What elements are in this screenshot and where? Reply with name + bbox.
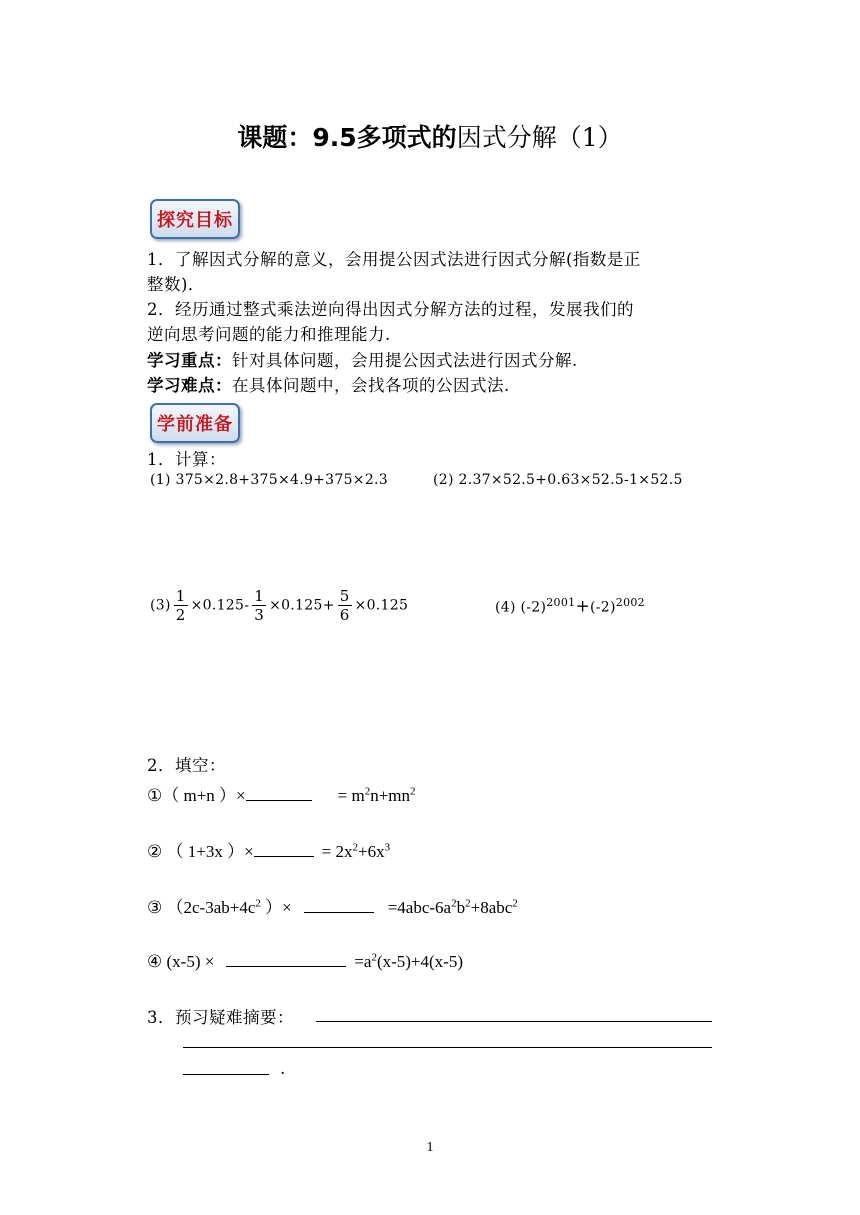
- calc-question-2: (2) 2.37×52.5+0.63×52.5-1×52.5: [433, 472, 683, 488]
- fill-heading: 2．填空：: [147, 756, 226, 775]
- calc-question-1: (1) 375×2.8+375×4.9+375×2.3: [150, 472, 388, 488]
- summary-heading: 3．预习疑难摘要：: [147, 1008, 294, 1027]
- summary-line-3[interactable]: [183, 1074, 269, 1075]
- goal-1-line-1: 1．了解因式分解的意义，会用提公因式法进行因式分解(指数是正: [147, 250, 641, 269]
- fraction-1-2: $\frac{1}{2}$: [175, 587, 186, 624]
- fraction-5-6: $\frac{5}{6}$: [339, 587, 350, 624]
- answer-blank-1[interactable]: [246, 784, 312, 801]
- calc-heading: 1．计算：: [147, 450, 226, 469]
- goals-badge: 探究目标: [150, 199, 240, 239]
- goal-2-line-1: 2．经历通过整式乘法逆向得出因式分解方法的过程，发展我们的: [147, 300, 634, 319]
- calc-question-3: (3) $\frac{1}{2}$ ×0.125- $\frac{1}{3}$ ×0.125+ $\frac{5}{6}$ ×0.125: [150, 587, 409, 624]
- summary-line-2[interactable]: [183, 1047, 712, 1048]
- fill-row-1: ①（ m+n ）× = $m^2n+mn^2$: [147, 785, 416, 805]
- calc-question-4: (4) $(-2)^{2001}+(-2)^{2002}$: [495, 596, 645, 617]
- fill-row-2: ② （ 1+3x ）× = $2x^2+6x^3$: [147, 841, 391, 861]
- summary-end: .: [280, 1059, 286, 1078]
- summary-line-1[interactable]: [316, 1021, 712, 1022]
- answer-blank-2[interactable]: [254, 840, 314, 857]
- fill-row-4: ④ $(x-5) \times =a^2(x-5)+4(x-5)$: [147, 951, 464, 971]
- page-number: 1: [426, 1140, 434, 1155]
- fraction-1-3: $\frac{1}{3}$: [254, 587, 265, 624]
- goal-1-line-2: 整数)．: [147, 275, 205, 294]
- fill-row-3: ③ （$2c-3ab+4c^2$ ）× $=4abc-6a^2b^2+8abc^2$: [147, 897, 518, 917]
- key-point: 学习重点：针对具体问题，会用提公因式法进行因式分解.: [147, 351, 578, 370]
- prep-badge: 学前准备: [150, 403, 240, 443]
- answer-blank-3[interactable]: [304, 896, 374, 913]
- goal-2-line-2: 逆向思考问题的能力和推理能力.: [147, 325, 391, 344]
- page-title: 课题：9.5多项式的因式分解（1）: [237, 123, 623, 152]
- answer-blank-4[interactable]: [226, 950, 346, 967]
- difficulty-point: 学习难点：在具体问题中，会找各项的公因式法.: [147, 376, 510, 395]
